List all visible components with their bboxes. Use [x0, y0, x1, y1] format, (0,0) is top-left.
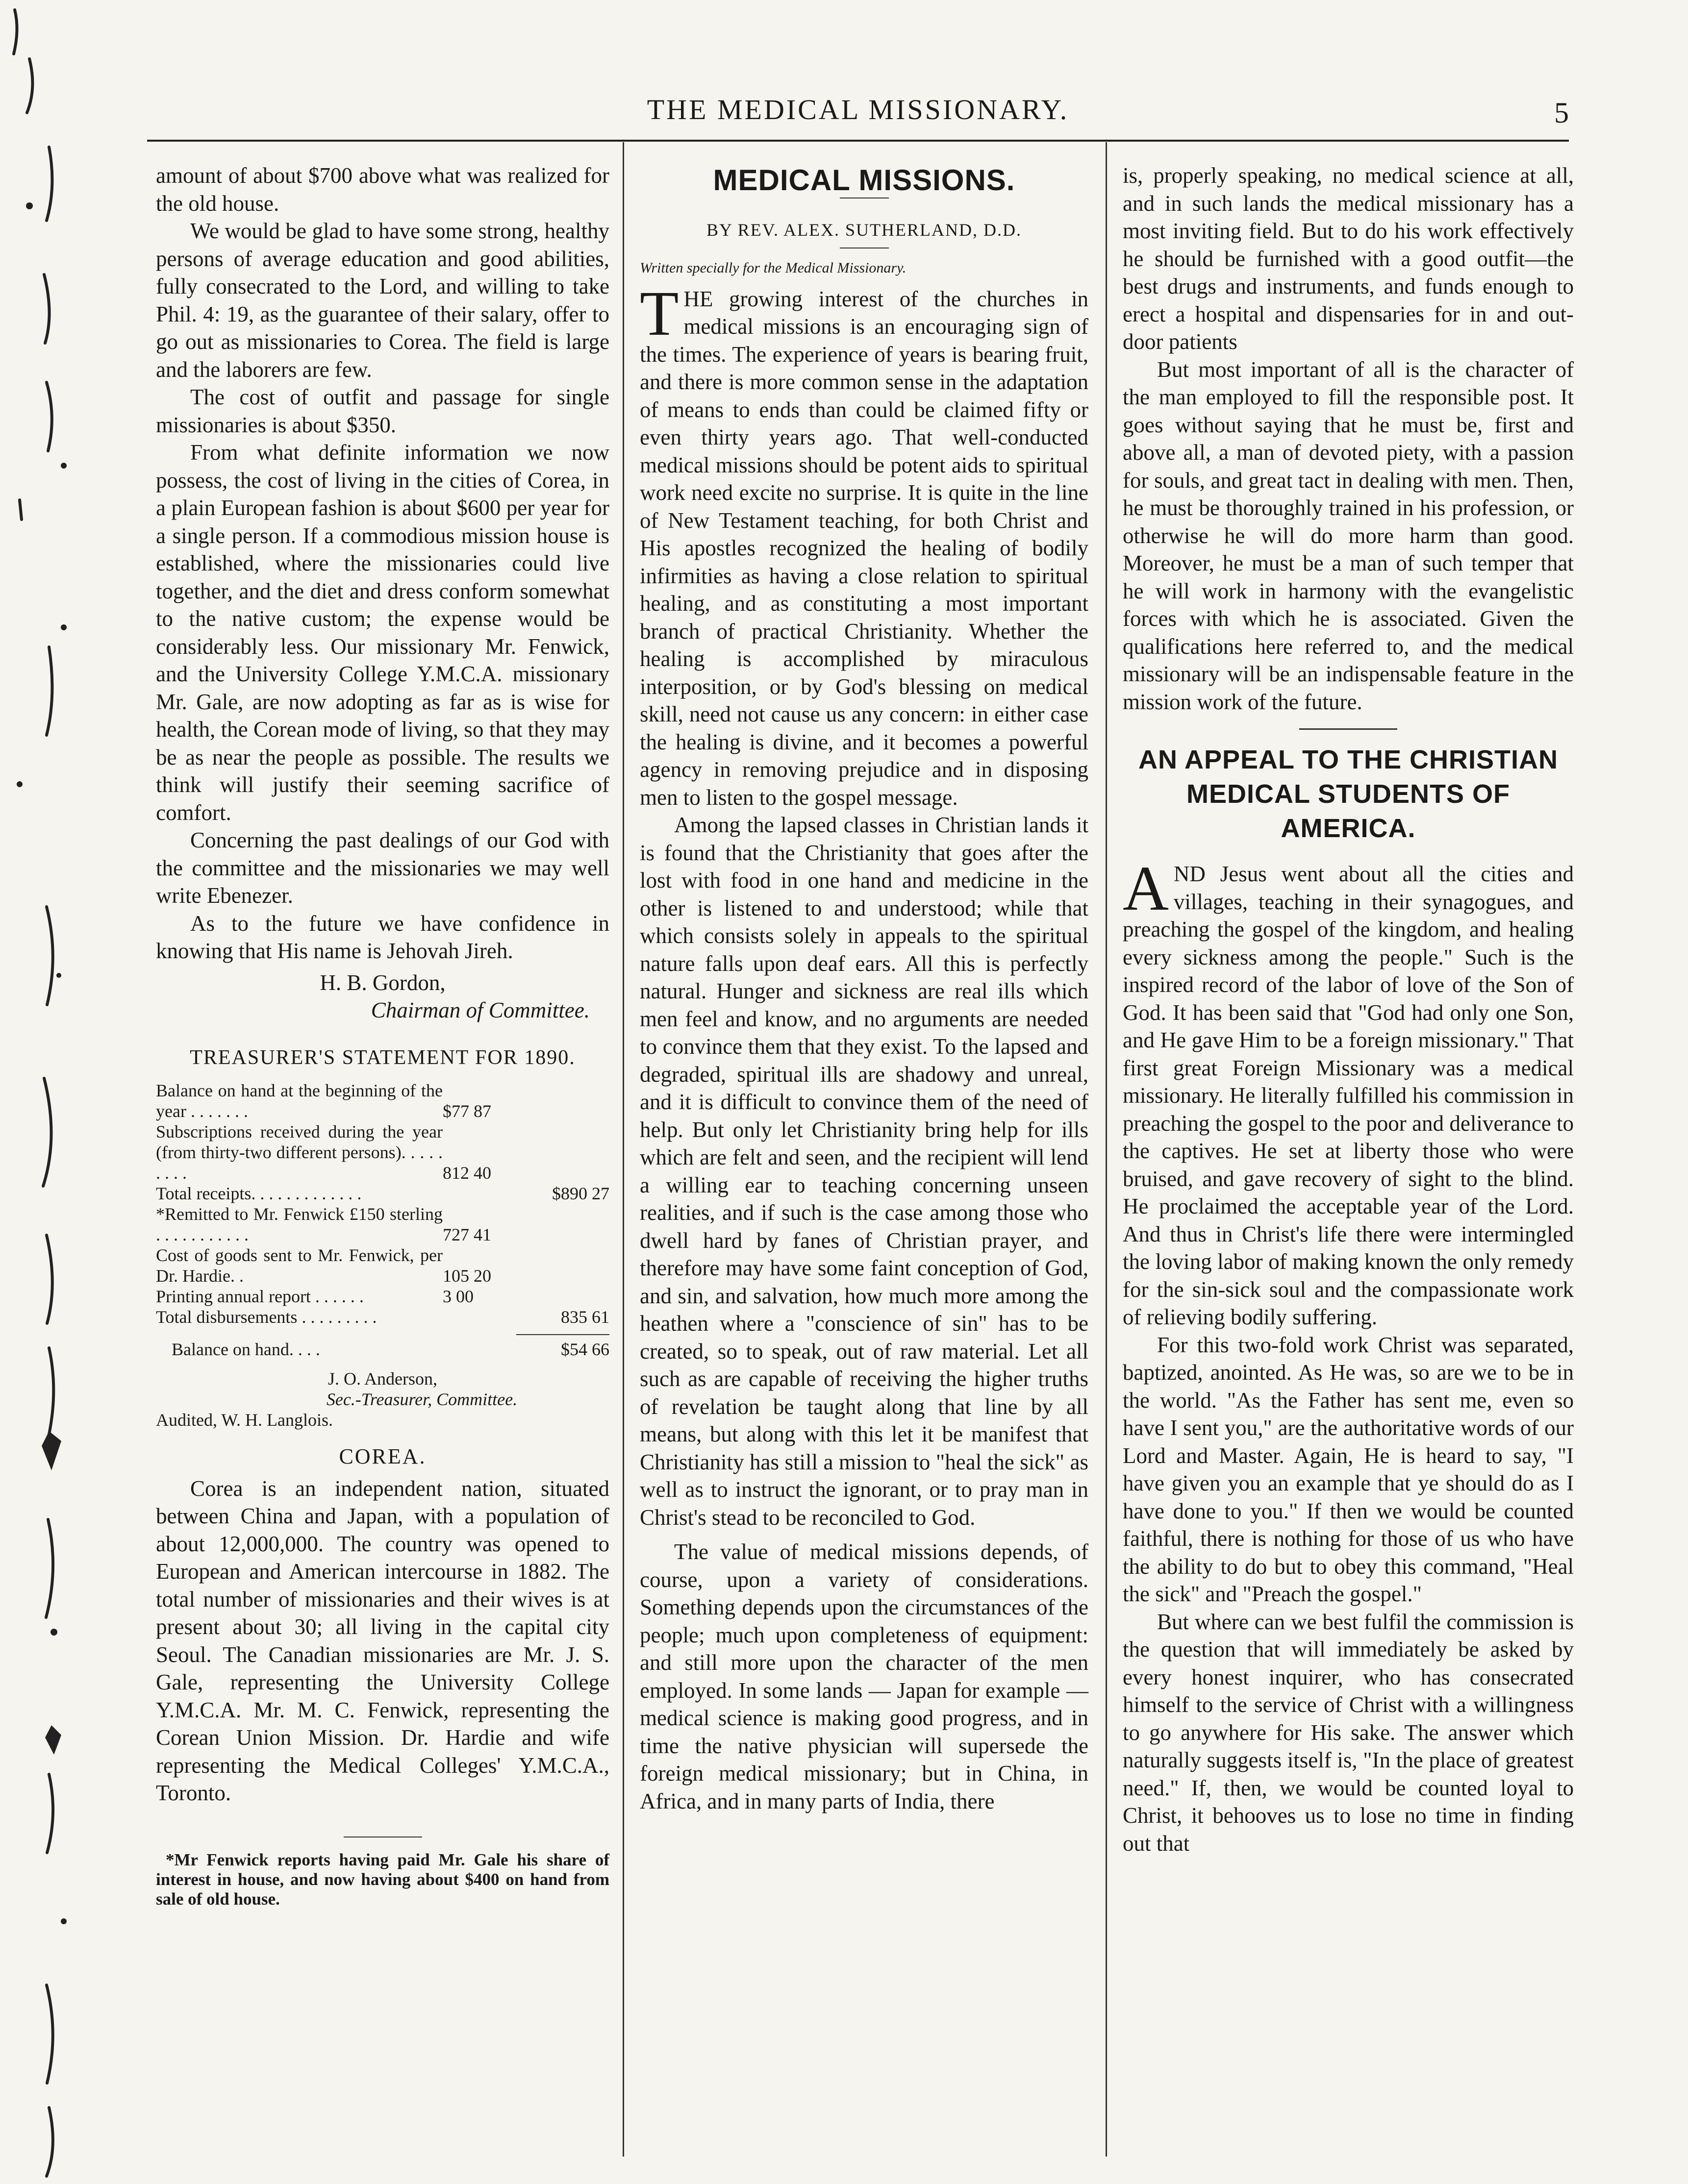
page-header — [147, 93, 1569, 137]
column-rule-2 — [1106, 142, 1107, 2157]
column-3 — [1123, 162, 1574, 1857]
paragraph: Among the lapsed classes in Christian lands it is found that the Christianity that goes after the lost with food in one hand and medicine in the other is listened to and understood; while that which consists solely in appeals to the spiritual nature falls upon deaf ears. All this is perfectly natural. Hunger and sickness are real ills which men feel and know, and no arguments are needed to convince them that they exist. To the lapsed and degraded, spiritual ills are shadowy and unreal, and it is difficult to convince them of the need of help. But only let Christianity bring help for ills which are felt and seen, and the recipient will lend a willing ear to teaching concerning unseen realities, and if such is the case among those who dwell hard by fanes of Christian prayer, and therefore may have some faint conception of God, and sin, and salvation, how much more among the heathen where a "conscience of sin" has to be created, so to speak, out of raw material. Let all such as are capable of receiving the higher truths of revelation be taught along that line by all means, but along with this let it be manifest that Christianity has still a mission to "heal the sick" as well as to instruct the ignorant, or to pray man in Christ's stead to be reconciled to God. — [640, 813, 1088, 1530]
paragraph: The cost of outfit and passage for single missionaries is about $350. — [156, 385, 609, 437]
column-2 — [640, 162, 1088, 1815]
ledger-label: Balance on hand. . . . — [172, 1340, 320, 1359]
treasurer-heading: TREASURER'S STATEMENT FOR 1890. — [190, 1046, 576, 1069]
paragraph-text: ND Jesus went about all the cities and villages, teaching in their synagogues, and preaching the gospel of the kingdom, and healing every sickness among the people." Such is the inspired record of the labor of love of the Son of God. It has been said that "God had only one Son, and He gave Him to be a foreign missionary." That first great Foreign Missionary was a medical missionary. He literally fulfilled his commission in preaching the gospel to the poor and deliverance to the captives. He set at liberty those who were bruised, and gave recovery of sight to the blind. He proclaimed the acceptable year of the Lord. And thus in Christ's life there were intermingled the loving labor of making known the only remedy for the sin-sick soul and the compassionate work of relieving bodily suffering. — [1123, 862, 1574, 1329]
ledger-row — [156, 1286, 609, 1307]
signature-name: H. B. Gordon, — [320, 970, 446, 995]
ledger-row — [156, 1245, 609, 1286]
paragraph: As to the future we have confidence in knowing that His name is Jehovah Jireh. — [156, 911, 609, 963]
ledger-row — [156, 1121, 609, 1183]
ledger-label: Subscriptions received during the year (from thirty-two different persons). . . . . . . . . — [156, 1122, 443, 1183]
paragraph: From what definite information we now possess, the cost of living in the cities of Corea, in a plain European fashion is about $600 per year for a single person. If a commodious mission house is established, where the missionaries could live together, and the diet and dress conform somewhat to the native custom; the expense would be considerably less. Our missionary Mr. Fenwick, and the University College Y.M.C.A. missionary Mr. Gale, are now adopting as far as is wise for health, the Corean mode of living, so that they may be as near the people as possible. The results we think will justify their seeming sacrifice of comfort. — [156, 440, 609, 825]
paragraph: Concerning the past dealings of our God with the committee and the missionaries we may well write Ebenezer. — [156, 828, 609, 908]
drop-cap: A — [1123, 853, 1169, 924]
ledger-amount: 3 00 — [443, 1287, 474, 1306]
scan-margin-marks — [0, 0, 108, 2184]
ledger-row — [156, 1204, 609, 1245]
ledger-amount: 812 40 — [443, 1163, 491, 1183]
paragraph — [1123, 853, 1574, 1331]
header-rule — [147, 140, 1569, 142]
title-rule — [840, 198, 889, 199]
paragraph: Corea is an independent nation, situated between China and Japan, with a population of about 12,000,000. The country was opened to European and American intercourse in 1882. The total number of missionaries and their wives is at present about 30; all living in the capital city Seoul. The Canadian missionaries are Mr. J. S. Gale, representing the University College Y.M.C.A. Mr. M. C. Fenwick, representing the Corean Union Mission. Dr. Hardie and wife representing the Medical Colleges' Y.M.C.A., Toronto. — [156, 1476, 609, 1805]
paragraph: amount of about $700 above what was realized for the old house. — [156, 163, 609, 216]
ledger-label: Cost of goods sent to Mr. Fenwick, per Dr. Hardie. . — [156, 1245, 443, 1286]
ledger-row — [156, 1307, 609, 1327]
ledger-amount: 105 20 — [443, 1266, 491, 1286]
ledger-amount: $77 87 — [443, 1101, 491, 1121]
ledger-amount: 727 41 — [443, 1225, 491, 1244]
ledger-label: Total receipts. . . . . . . . . . . . . — [156, 1184, 362, 1203]
ledger-label: Total disbursements . . . . . . . . . — [156, 1307, 377, 1327]
ledger-label: Printing annual report . . . . . . — [156, 1287, 364, 1306]
column-1 — [156, 162, 609, 1909]
ledger-row — [156, 1080, 609, 1121]
paragraph-text: HE growing interest of the churches in medical missions is an encouraging sign of the times. The experience of years is bearing fruit, and there is more common sense in the adaptation of means to ends than could be claimed fifty or even thirty years ago. That well-conducted medical missions should be potent aids to spiritual work need excite no surprise. It is quite in the line of New Testament teaching, for both Christ and His apostles recognized the healing of bodily infirmities as having a close relation to spiritual healing, and as constituting a most important branch of practical Christianity. Whether the healing is accomplished by miraculous interposition, or by God's blessing on medical skill, need not cause us any concern: in either case the healing is divine, and it becomes a powerful agency in removing prejudice and in disposing men to listen to the gospel message. — [640, 286, 1088, 810]
appeal-title: AN APPEAL TO THE CHRISTIAN MEDICAL STUDENTS OF AMERICA. — [1138, 745, 1559, 843]
treasurer-signer: J. O. Anderson, — [328, 1369, 437, 1389]
treasurer-ledger — [156, 1080, 609, 1360]
ledger-row — [156, 1339, 609, 1360]
ledger-label: *Remitted to Mr. Fenwick £150 sterling . . . . . . . . . . . — [156, 1204, 443, 1244]
written-note: Written specially for the Medical Missionary. — [640, 260, 907, 276]
ledger-total: $54 66 — [561, 1340, 609, 1359]
page-number: 5 — [1554, 97, 1569, 129]
paragraph: is, properly speaking, no medical science at all, and in such lands the medical missionary has a most inviting field. But to do his work effectively he should be furnished with a good outfit—the best drugs and instruments, and funds enough to erect a hospital and dispensaries for in and out-door patients — [1123, 163, 1574, 354]
running-head: THE MEDICAL MISSIONARY. — [647, 94, 1069, 125]
column-rule-1 — [623, 142, 624, 2157]
audited-line: Audited, W. H. Langlois. — [156, 1410, 333, 1430]
signature-title: Chairman of Committee. — [371, 998, 590, 1022]
paragraph: But most important of all is the character of the man employed to fill the responsible post. It goes without saying that he must be, first and above all, a man of devoted piety, with a passion for souls, and great tact in dealing with men. Then, he must be thoroughly trained in his profession, or otherwise he will do more harm than good. Moreover, he must be a man of such temper that he will work in harmony with the evangelistic forces with which he is associated. Given the qualifications here referred to, and the medical missionary will be an indispensable feature in the mission work of the future. — [1123, 357, 1574, 714]
paragraph: For this two-fold work Christ was separated, baptized, anointed. As He was, so are we to be in the world. "As the Father has sent me, even so have I sent you," are the authoritative words of our Lord and Master. Again, He is heard to say, "I have given you an example that ye should do as I have done to you." If then we would be counted faithful, there is nothing for those of us who have the ability to do but to obey this command, "Heal the sick" and "Preach the gospel." — [1123, 1332, 1574, 1606]
byline: BY REV. ALEX. SUTHERLAND, D.D. — [706, 220, 1022, 240]
section-separator — [1299, 728, 1397, 730]
footnote: *Mr Fenwick reports having paid Mr. Gale his share of interest in house, and now having about $400 on hand from sale of old house. — [156, 1850, 609, 1909]
ledger-rule — [516, 1334, 609, 1335]
treasurer-signer-title: Sec.-Treasurer, Committee. — [326, 1390, 518, 1409]
paragraph: The value of medical missions depends, of course, upon a variety of considerations. Something depends upon the circumstances of the people; much upon completeness of equipment: and still more upon the character of the men employed. In some lands — Japan for example — medical science is making good progress, and in time the native physician will supersede the foreign medical missionary; but in China, in Africa, and in many parts of India, there — [640, 1539, 1088, 1813]
drop-cap: T — [640, 278, 679, 349]
ledger-label: Balance on hand at the beginning of the year . . . . . . . — [156, 1081, 443, 1121]
paragraph — [640, 278, 1088, 812]
ledger-total: 835 61 — [561, 1307, 609, 1327]
paragraph: We would be glad to have some strong, healthy persons of average education and good abilities, fully consecrated to the Lord, and willing to take Phil. 4: 19, as the guarantee of their salary, offer to go out as missionaries to Corea. The field is large and the laborers are few. — [156, 219, 609, 382]
paragraph: But where can we best fulfil the commission is the question that will immediately be asked by every honest inquirer, who has consecrated himself to the service of Christ with a willingness to go anywhere for His sake. The answer which naturally suggests itself is, "In the place of greatest need." If, then, we would be counted loyal to Christ, it behooves us to lose no time in finding out that — [1123, 1609, 1574, 1856]
corea-heading: COREA. — [339, 1444, 427, 1468]
article-title: MEDICAL MISSIONS. — [713, 164, 1015, 197]
ledger-total: $890 27 — [552, 1184, 609, 1203]
ledger-row — [156, 1183, 609, 1204]
